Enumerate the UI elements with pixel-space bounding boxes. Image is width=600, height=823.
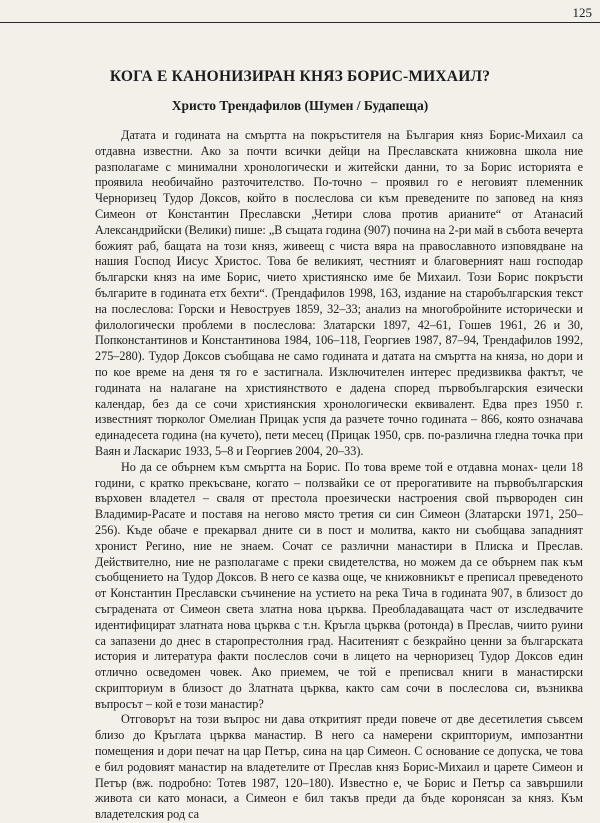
paragraph-2: Но да се обърнем към смъртта на Борис. По това време той е отдавна монах- цели 18 години, с кратко прекъсване, когато – ползвайки се от прерогативите на първобългарския върховен владетел – сваля от престола проезически настроения свой първороден син Владимир-Расате и поставя на негово място третия си син Симеон (Златарски 1971, 250–256). Къде обаче е прекарвал дните си в пост и молитва, както ни съобщава западният хронист Регино, ние не знаем. Сочат се различни манастири в Плиска и Преслав. Действително, ние не разполагаме с преки свидетелства, но можем да се обърнем пак към съобщението на Тудор Доксов. В него се казва още, че книжовникът е преписал преведеното от Константин Преславски съчинение на устието на река Тича в годината 907, в близост до съградената от Симеон света златна нова църква. Преобладаващата част от изследвачите идентифицират златната нова църква с т.н. Кръгла църква (ротонда) в Преслав, чиито руини са запазени до днес в старопрестолния град. Наситеният с безкрайно ценни за българската история и литература факти послеслов сочи в лицето на черноризец Тудор Доксов един отлично осведомен човек. Ако приемем, че той е преписвал книги в манастирски скрипториум в близост до Златната църква, както сам сочи в послеслова си, възниква въпросът – кой е този манастир?	[95, 459, 583, 711]
article-body	[95, 128, 583, 823]
header-rule	[0, 22, 600, 23]
paragraph-1: Датата и годината на смъртта на покръстителя на България княз Борис-Михаил са отдавна известни. Ако за почти всички дейци на Преславската книжовна школа ние разполагаме с минимални хронологически и житейски данни, то за Борис историята е проявила необичайно разточителство. По-точно – проявил го е неговият племенник Черноризец Тудор Доксов, който в послеслова си към преведените по заповед на княз Симеон от Константин Преславски „Четири слова против арианите“ от Атанасий Александрийски (Велики) пише: „В същата година (907) почина на 2-ри май в събота вечерта божият раб, бащата на този княз, живеещ с чиста вяра на православното изповядване на нашия Господ Иисус Христос. Това бе великият, честният и благоверният наш господар български княз на име Борис, чието християнско име бе Михаил. Този Борис покръсти българите в годината етх бехти“. (Трендафилов 1998, 163, издание на старобългарския текст на послеслова: Горски и Невоструев 1859, 32–33; анализ на многобройните исторически и филологически проблеми в послеслова: Златарски 1897, 42–61, Гошев 1961, 26 и 30, Попконстантинов и Константинова 1984, 106–118, Георгиев 1987, 87–94, Трендафилов 1992, 275–280). Тудор Доксов съобщава не само годината и датата на смъртта на княза, но дори и по кое време на деня тя го е застигнала. Изключителен интерес предизвиква фактът, че годината на налагане на християнството е дадена според първобългарския езически календар, без да се сочи християнския хронологически еквивалент. Едва през 1950 г. известният тюрколог Омелиан Прицак успя да разчете точно годината – 866, която означава единадесета година (на кучето), пети месец (Прицак 1950, срв. по-различна гледна точка при Ваян и Ласкарис 1933, 5–8 и Георгиев 2004, 20–33).	[95, 128, 583, 458]
article-title: КОГА Е КАНОНИЗИРАН КНЯЗ БОРИС-МИХАИЛ?	[109, 68, 491, 85]
paragraph-3: Отговорът на този въпрос ни дава откритият преди повече от две десетилетия съвсем близо до Кръглата църква манастир. В него са намерени скрипториум, импозантни помещения и дори печат на цар Петър, сина на цар Симеон. С основание се допуска, че това е бил родовият манастир на владетелите от Преслав княз Борис-Михаил и царете Симеон и Петър (вж. подробно: Тотев 1987, 120–180). Известно е, че Борис и Петър са завършили живота си като монаси, а Симеон е бил такъв преди да бъде коронясан за княз. Към владетелския род са	[95, 712, 583, 822]
article-author: Христо Трендафилов (Шумен / Будапеща)	[171, 98, 429, 113]
page-number: 125	[572, 5, 592, 20]
